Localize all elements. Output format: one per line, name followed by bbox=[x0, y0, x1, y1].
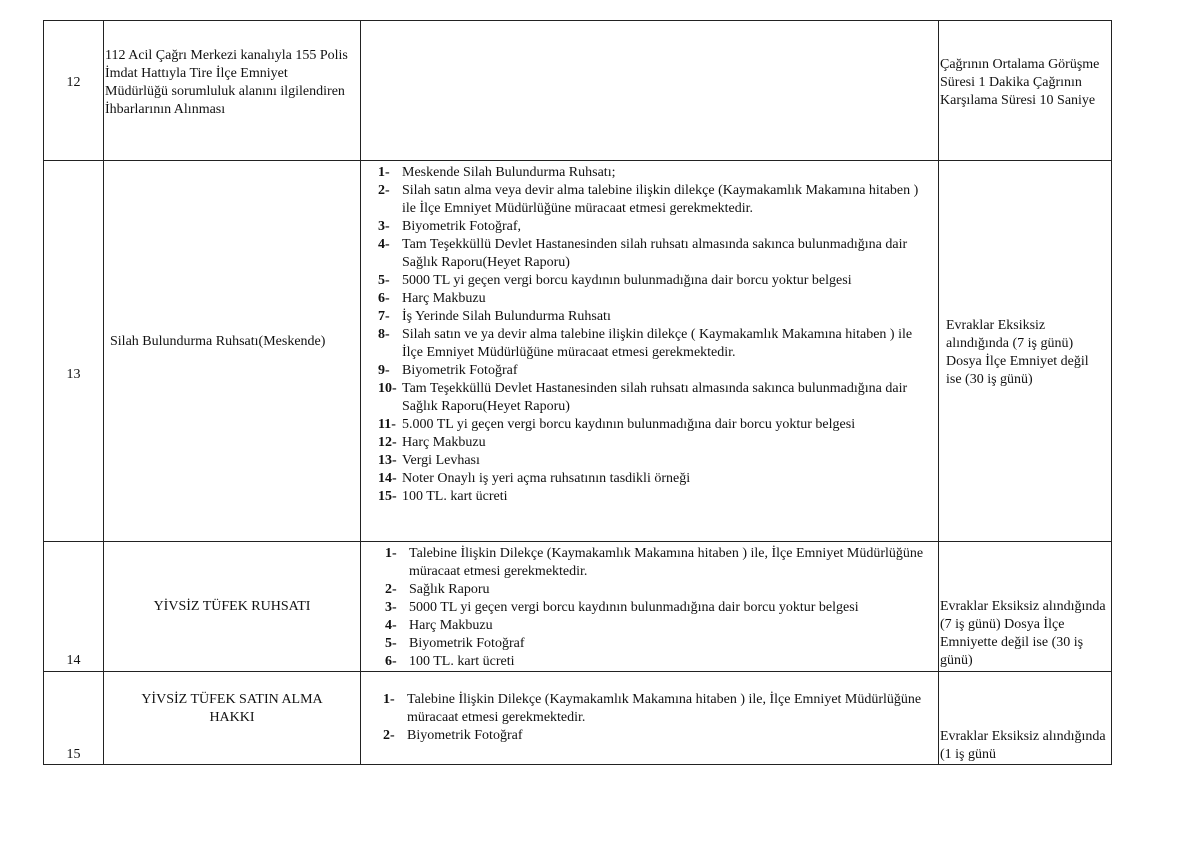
document-item bbox=[378, 236, 930, 272]
document-item-number: 5- bbox=[378, 273, 390, 288]
required-documents-list bbox=[361, 542, 938, 671]
document-item-text: Harç Makbuzu bbox=[402, 291, 486, 306]
document-item-text: İş Yerinde Silah Bulundurma Ruhsatı bbox=[402, 309, 611, 324]
document-item bbox=[385, 617, 930, 635]
document-item bbox=[378, 290, 930, 308]
document-item-text: 5000 TL yi geçen vergi borcu kaydının bulunmadığına dair borcu yoktur belgesi bbox=[409, 600, 859, 615]
document-item-text: Tam Teşekküllü Devlet Hastanesinden silah ruhsatı almasında sakınca bulunmadığına dair Sağlık Raporu(Heyet Raporu) bbox=[402, 381, 908, 414]
document-item bbox=[378, 416, 930, 434]
service-name: Silah Bulundurma Ruhsatı(Meskende) bbox=[110, 334, 326, 349]
service-name-cell bbox=[104, 542, 361, 672]
document-item bbox=[378, 362, 930, 380]
required-documents-list bbox=[361, 161, 938, 506]
document-item-text: Biyometrik Fotoğraf bbox=[407, 728, 523, 743]
document-item-number: 9- bbox=[378, 363, 390, 378]
document-item-text: Meskende Silah Bulundurma Ruhsatı; bbox=[402, 165, 616, 180]
document-item-number: 3- bbox=[385, 600, 397, 615]
document-item bbox=[378, 434, 930, 452]
document-item-number: 14- bbox=[378, 471, 397, 486]
document-item-number: 7- bbox=[378, 309, 390, 324]
row-number-cell bbox=[44, 21, 104, 161]
document-item-text: Tam Teşekküllü Devlet Hastanesinden silah ruhsatı almasında sakınca bulunmadığına dair Sağlık Raporu(Heyet Raporu) bbox=[402, 237, 908, 270]
document-item bbox=[378, 272, 930, 290]
duration-cell bbox=[939, 161, 1112, 542]
documents-cell bbox=[361, 161, 939, 542]
documents-cell bbox=[361, 542, 939, 672]
duration-text: Evraklar Eksiksiz alındığında (7 iş günü) Dosya İlçe Emniyette değil ise (30 iş günü) bbox=[940, 599, 1106, 668]
document-item-text: Talebine İlişkin Dilekçe (Kaymakamlık Makamına hitaben ) ile, İlçe Emniyet Müdürlüğüne müracaat etmesi gerekmektedir. bbox=[407, 692, 922, 725]
document-item-text: Biyometrik Fotoğraf, bbox=[402, 219, 521, 234]
document-item-number: 2- bbox=[383, 728, 395, 743]
document-item-number: 5- bbox=[385, 636, 397, 651]
duration-text: Evraklar Eksiksiz alındığında (7 iş günü) Dosya İlçe Emniyet değil ise (30 iş günü) bbox=[946, 318, 1089, 387]
row-number: 14 bbox=[66, 653, 81, 668]
service-name: YİVSİZ TÜFEK SATIN ALMA HAKKI bbox=[141, 692, 323, 725]
row-number: 12 bbox=[66, 75, 81, 90]
document-item bbox=[385, 599, 930, 617]
document-item-number: 4- bbox=[385, 618, 397, 633]
row-number: 15 bbox=[66, 747, 81, 762]
document-item bbox=[378, 470, 930, 488]
duration-cell bbox=[939, 672, 1112, 765]
service-name: YİVSİZ TÜFEK RUHSATI bbox=[153, 599, 311, 614]
required-documents-list bbox=[361, 672, 938, 745]
document-item-number: 8- bbox=[378, 327, 390, 342]
document-item-text: Noter Onaylı iş yeri açma ruhsatının tasdikli örneği bbox=[402, 471, 691, 486]
document-item-text: Vergi Levhası bbox=[402, 453, 480, 468]
row-number-cell bbox=[44, 672, 104, 765]
document-item-text: Silah satın alma veya devir alma talebine ilişkin dilekçe (Kaymakamlık Makamına hitaben ) ile İlçe Emniyet Müdürlüğüne müracaat etmesi gerekmektedir. bbox=[402, 183, 919, 216]
row-number-cell bbox=[44, 161, 104, 542]
document-item bbox=[378, 488, 930, 506]
duration-text: Çağrının Ortalama Görüşme Süresi 1 Dakika Çağrının Karşılama Süresi 10 Saniye bbox=[940, 57, 1100, 108]
document-item-text: 5000 TL yi geçen vergi borcu kaydının bulunmadığına dair borcu yoktur belgesi bbox=[402, 273, 852, 288]
document-item bbox=[378, 218, 930, 236]
document-item-number: 6- bbox=[385, 654, 397, 669]
document-item bbox=[385, 635, 930, 653]
document-item bbox=[385, 653, 930, 671]
document-item-text: 5.000 TL yi geçen vergi borcu kaydının bulunmadığına dair borcu yoktur belgesi bbox=[402, 417, 856, 432]
document-item-number: 2- bbox=[378, 183, 390, 198]
document-item bbox=[378, 164, 930, 182]
service-standards-table bbox=[43, 20, 1112, 765]
document-item-number: 11- bbox=[378, 417, 396, 432]
document-item bbox=[378, 326, 930, 362]
document-item-number: 10- bbox=[378, 381, 397, 396]
document-item-number: 12- bbox=[378, 435, 397, 450]
table-row bbox=[44, 161, 1112, 542]
document-item-text: Harç Makbuzu bbox=[402, 435, 486, 450]
document-item bbox=[378, 452, 930, 470]
document-item-number: 2- bbox=[385, 582, 397, 597]
document-item-text: Biyometrik Fotoğraf bbox=[409, 636, 525, 651]
document-item bbox=[385, 545, 930, 581]
document-item bbox=[383, 691, 930, 727]
document-item bbox=[378, 182, 930, 218]
duration-text: Evraklar Eksiksiz alındığında (1 iş günü bbox=[940, 729, 1106, 762]
service-name-cell bbox=[104, 672, 361, 765]
row-number-cell bbox=[44, 542, 104, 672]
document-item-text: 100 TL. kart ücreti bbox=[409, 654, 515, 669]
document-item-text: 100 TL. kart ücreti bbox=[402, 489, 508, 504]
document-item-number: 1- bbox=[378, 165, 390, 180]
table-row bbox=[44, 542, 1112, 672]
table-row bbox=[44, 672, 1112, 765]
service-name: 112 Acil Çağrı Merkezi kanalıyla 155 Polis İmdat Hattıyla Tire İlçe Emniyet Müdürlüğü sorumluluk alanını ilgilendiren İhbarlarının Alınması bbox=[105, 48, 348, 117]
document-item-text: Biyometrik Fotoğraf bbox=[402, 363, 518, 378]
service-name-cell bbox=[104, 21, 361, 161]
document-item-number: 1- bbox=[385, 546, 397, 561]
document-item-text: Talebine İlişkin Dilekçe (Kaymakamlık Makamına hitaben ) ile, İlçe Emniyet Müdürlüğüne müracaat etmesi gerekmektedir. bbox=[409, 546, 924, 579]
document-item-number: 3- bbox=[378, 219, 390, 234]
document-item bbox=[378, 308, 930, 326]
document-item-number: 6- bbox=[378, 291, 390, 306]
document-item-text: Sağlık Raporu bbox=[409, 582, 490, 597]
document-item-text: Silah satın ve ya devir alma talebine ilişkin dilekçe ( Kaymakamlık Makamına hitaben ) ile İlçe Emniyet Müdürlüğüne müracaat etmesi gerekmektedir. bbox=[402, 327, 913, 360]
documents-cell bbox=[361, 21, 939, 161]
document-item bbox=[385, 581, 930, 599]
duration-cell bbox=[939, 542, 1112, 672]
document-item-text: Harç Makbuzu bbox=[409, 618, 493, 633]
service-name-cell bbox=[104, 161, 361, 542]
document-item bbox=[378, 380, 930, 416]
documents-cell bbox=[361, 672, 939, 765]
document-item-number: 15- bbox=[378, 489, 397, 504]
document-item-number: 4- bbox=[378, 237, 390, 252]
document-item-number: 13- bbox=[378, 453, 397, 468]
document-item bbox=[383, 727, 930, 745]
document-item-number: 1- bbox=[383, 692, 395, 707]
row-number: 13 bbox=[66, 367, 81, 382]
duration-cell bbox=[939, 21, 1112, 161]
table-row bbox=[44, 21, 1112, 161]
